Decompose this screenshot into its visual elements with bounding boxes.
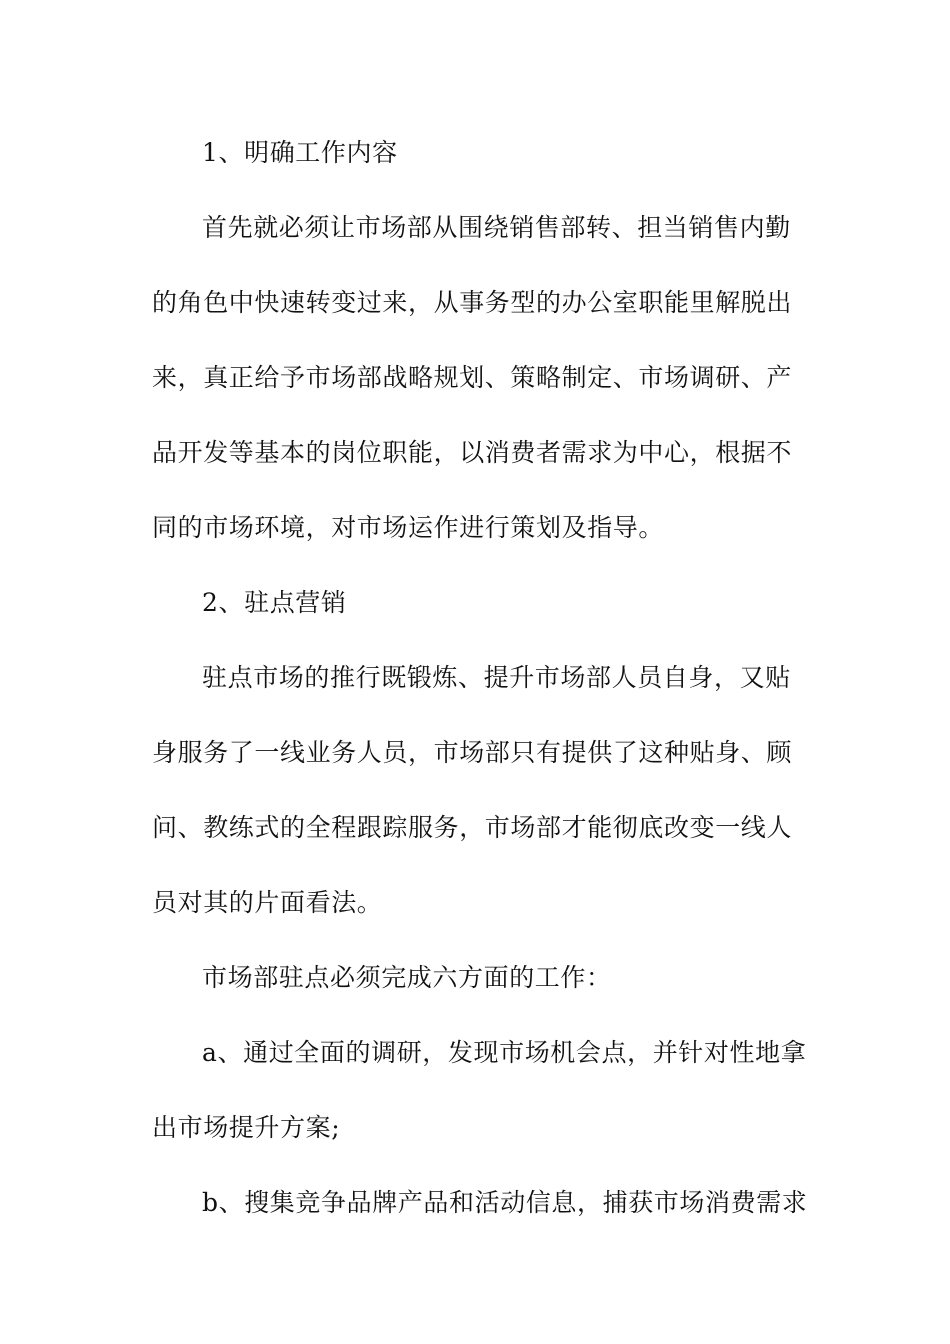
paragraph-line: 问、教练式的全程跟踪服务，市场部才能彻底改变一线人 (152, 813, 793, 842)
heading-1: 1、明确工作内容 (202, 138, 398, 167)
paragraph-line: 的角色中快速转变过来，从事务型的办公室职能里解脱出 (152, 288, 793, 317)
paragraph-line: 员对其的片面看法。 (152, 888, 383, 917)
paragraph-line: 驻点市场的推行既锻炼、提升市场部人员自身，又贴 (202, 663, 791, 692)
paragraph-line: 同的市场环境，对市场运作进行策划及指导。 (152, 513, 665, 542)
paragraph-line: 市场部驻点必须完成六方面的工作： (202, 963, 612, 992)
paragraph-line: 品开发等基本的岗位职能，以消费者需求为中心，根据不 (152, 438, 793, 467)
paragraph-line: 身服务了一线业务人员，市场部只有提供了这种贴身、顾 (152, 738, 793, 767)
paragraph-line: 来，真正给予市场部战略规划、策略制定、市场调研、产 (152, 363, 793, 392)
list-item-a-continuation: 出市场提升方案; (152, 1113, 341, 1142)
heading-2: 2、驻点营销 (202, 588, 347, 617)
paragraph-line: 首先就必须让市场部从围绕销售部转、担当销售内勤 (202, 213, 791, 242)
list-item-b: b、搜集竞争品牌产品和活动信息，捕获市场消费需求 (202, 1188, 808, 1217)
list-item-a: a、通过全面的调研，发现市场机会点，并针对性地拿 (202, 1038, 807, 1067)
